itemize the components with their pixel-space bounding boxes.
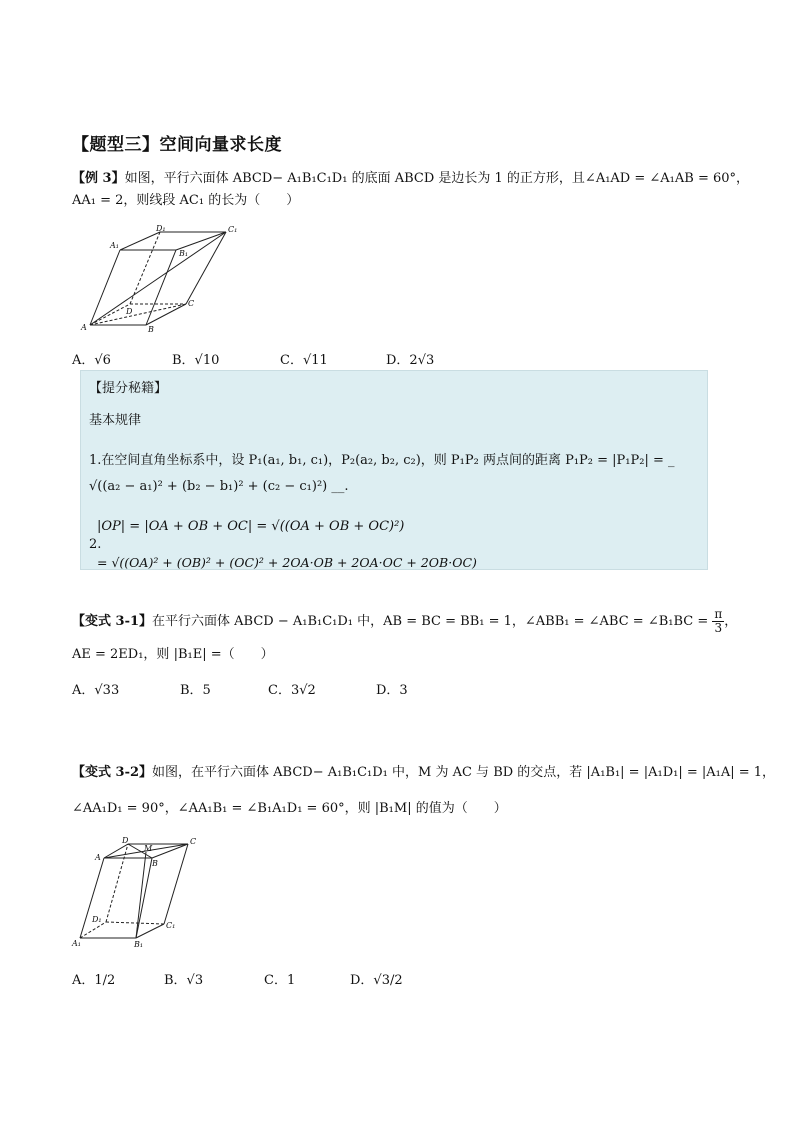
variant31-fraction <box>712 608 724 635</box>
example3-options <box>72 352 434 370</box>
tips-header: 【提分秘籍】 <box>89 381 168 396</box>
variant32-options <box>72 972 403 990</box>
example3-tag: 【例 3】 <box>72 171 125 186</box>
example3-option-d: D．2√3 <box>386 353 435 368</box>
tips-subtitle: 基本规律 <box>89 413 142 428</box>
variant31-text1-end: ， <box>724 614 738 629</box>
variant31-option-c: C．3√2 <box>268 683 316 698</box>
variant32-option-d: D．√3/2 <box>350 973 403 988</box>
variant32-option-a: A．1/2 <box>72 973 116 988</box>
fig2-label-m: M <box>144 844 153 853</box>
variant31-frac-den: 3 <box>714 621 723 635</box>
fig1-label-b: B <box>148 325 154 334</box>
tips-rule2-number: 2. <box>89 537 102 552</box>
variant32-text1: 如图，在平行六面体 ABCD− A₁B₁C₁D₁ 中，M 为 AC 与 BD 的交点，若 |A₁B₁| = |A₁D₁| = |A₁A| = 1， <box>152 765 776 780</box>
variant31-text1: 在平行六面体 ABCD − A₁B₁C₁D₁ 中，AB = BC = BB₁ = 1，∠ABB₁ = ∠ABC = ∠B₁BC = <box>152 614 709 629</box>
fig1-label-c: C <box>188 299 195 308</box>
variant32-figure <box>70 834 200 952</box>
example3-figure <box>76 222 246 334</box>
variant31-line2: AE = 2ED₁，则 |B₁E| =（ ） <box>72 647 274 662</box>
fig1-label-b1: B₁ <box>179 249 189 258</box>
variant32-option-c: C．1 <box>264 973 296 988</box>
variant31-options <box>72 682 408 700</box>
tips-rule2-line2: = √((OA)² + (OB)² + (OC)² + 2OA·OB + 2OA·OC + 2OB·OC) <box>97 555 477 570</box>
variant31-line1 <box>72 608 737 635</box>
fig2-label-a1: A₁ <box>72 939 81 948</box>
fig2-label-d1: D₁ <box>92 915 102 924</box>
fig2-label-c1: C₁ <box>166 921 176 930</box>
fig2-label-a: A <box>95 853 101 862</box>
fig1-label-c1: C₁ <box>228 225 238 234</box>
variant32-line1 <box>72 764 775 782</box>
example3-option-a: A．√6 <box>72 353 111 368</box>
fig1-label-d1: D₁ <box>156 224 166 233</box>
variant31-option-b: B．5 <box>180 683 211 698</box>
fig1-label-a: A <box>81 323 87 332</box>
variant31-option-a: A．√33 <box>72 683 120 698</box>
section-title: 【题型三】空间向量求长度 <box>72 135 282 155</box>
fig1-label-d: D <box>126 307 133 316</box>
variant32-line2: ∠AA₁D₁ = 90°，∠AA₁B₁ = ∠B₁A₁D₁ = 60°，则 |B₁M| 的值为（ ） <box>72 801 507 816</box>
tips-rule1-line2: √((a₂ − a₁)² + (b₂ − b₁)² + (c₂ − c₁)²) __. <box>89 479 349 494</box>
tips-box <box>80 370 708 570</box>
example3-text1: 如图，平行六面体 ABCD− A₁B₁C₁D₁ 的底面 ABCD 是边长为 1 的正方形，且∠A₁AD = ∠A₁AB = 60°， <box>124 171 750 186</box>
fig2-label-c: C <box>190 837 197 846</box>
fig2-label-b: B <box>152 859 158 868</box>
example3-option-c: C．√11 <box>280 353 328 368</box>
fig1-label-a1: A₁ <box>110 241 119 250</box>
fig2-label-d: D <box>122 836 129 845</box>
variant31-frac-num: π <box>714 607 723 621</box>
variant32-tag: 【变式 3-2】 <box>72 765 153 780</box>
variant31-tag: 【变式 3-1】 <box>72 614 153 629</box>
example3-option-b: B．√10 <box>172 353 220 368</box>
variant31-option-d: D．3 <box>376 683 408 698</box>
example3-line2: AA₁ = 2，则线段 AC₁ 的长为（ ） <box>72 193 300 208</box>
example3-line1 <box>72 170 749 188</box>
tips-rule1-line1: 1.在空间直角坐标系中，设 P₁(a₁, b₁, c₁)，P₂(a₂, b₂, c₂)，则 P₁P₂ 两点间的距离 P₁P₂ = |P₁P₂| = _ <box>89 453 675 468</box>
variant32-option-b: B．√3 <box>164 973 204 988</box>
fig2-label-b1: B₁ <box>134 940 144 949</box>
tips-rule2-line1: |OP| = |OA + OB + OC| = √((OA + OB + OC)²) <box>97 519 405 534</box>
